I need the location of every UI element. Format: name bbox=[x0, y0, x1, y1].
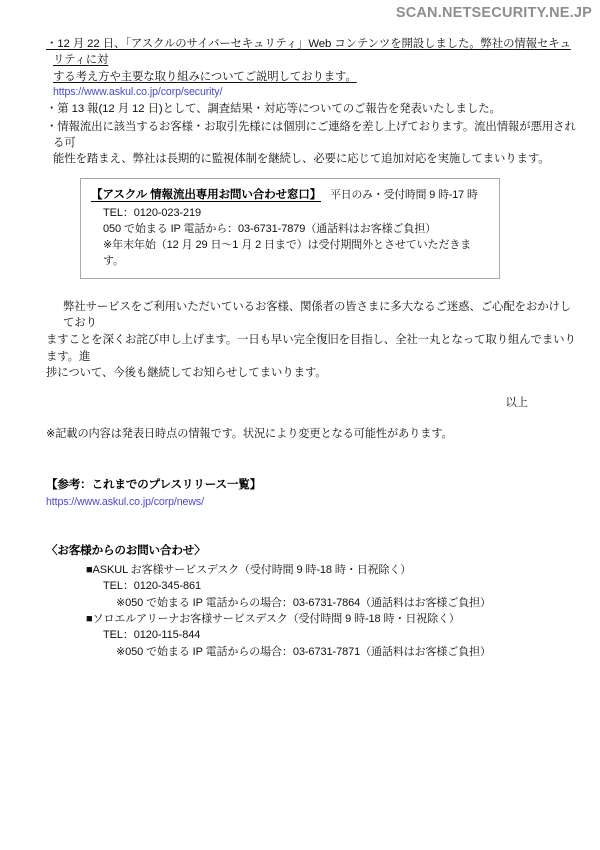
askul-desk-ip-phone: ※050 で始まる IP 電話からの場合：03-6731-7864（通話料はお客様ご負担） bbox=[116, 596, 491, 609]
leak-inquiry-box-title: 【アスクル 情報流出専用お問い合わせ窓口】 bbox=[91, 187, 322, 201]
leak-inquiry-tel: TEL：0120-023-219 bbox=[103, 206, 202, 219]
bullet-3-line-2: 能性を踏まえ、弊社は長期的に監視体制を継続し、必要に応じて追加対応を実施してまいります。 bbox=[53, 153, 550, 166]
apology-line-2: ますことを深くお詫び申し上げます。一日も早い完全復旧を目指し、全社一丸となって取り組んでまいります。進 bbox=[46, 334, 576, 363]
apology-paragraph bbox=[46, 299, 578, 382]
leak-inquiry-holiday-note: ※年末年始（12 月 29 日〜1 月 2 日まで）は受付期間外とさせていただきます。 bbox=[103, 238, 472, 267]
apology-line-3: 捗について、今後も継続してお知らせしてまいります。 bbox=[46, 367, 327, 380]
bullet-2-line-1: ・第 13 報(12 月 12 日)として、調査結果・対応等についてのご報告を発表いたしました。 bbox=[46, 103, 501, 116]
soloel-desk-tel: TEL：0120-115-844 bbox=[103, 629, 201, 642]
askul-desk-tel: TEL：0120-345-861 bbox=[103, 580, 202, 593]
bullet-1-line-1: ・12 月 22 日、「アスクルのサイバーセキュリティ」Web コンテンツを開設しました。弊社の情報セキュリティに対 bbox=[46, 38, 571, 67]
customer-inquiry-section bbox=[46, 542, 578, 660]
press-release-list-link[interactable]: https://www.askul.co.jp/corp/news/ bbox=[46, 495, 204, 508]
askul-desk-name: ■ASKUL お客様サービスデスク（受付時間 9 時-18 時・日祝除く） bbox=[86, 563, 412, 576]
reference-section bbox=[46, 476, 578, 510]
reference-title: 【参考：これまでのプレスリリース一覧】 bbox=[46, 477, 262, 491]
leak-inquiry-box bbox=[80, 178, 500, 279]
service-desk-entry bbox=[46, 611, 578, 660]
soloel-desk-name: ■ソロエルアリーナお客様サービスデスク（受付時間 9 時-18 時・日祝除く） bbox=[86, 613, 460, 626]
leak-inquiry-box-hours: 平日のみ・受付時間 9 時-17 時 bbox=[330, 188, 478, 201]
bullet-item bbox=[46, 101, 578, 117]
site-watermark: SCAN.NETSECURITY.NE.JP bbox=[395, 5, 592, 21]
bullet-item bbox=[46, 119, 578, 168]
disclaimer-note: ※記載の内容は発表日時点の情報です。状況により変更となる可能性があります。 bbox=[46, 427, 453, 440]
bullet-3-line-1: ・情報流出に該当するお客様・お取引先様には個別にご連絡を差し上げております。流出情報が悪用される可 bbox=[46, 120, 576, 150]
security-page-link[interactable]: https://www.askul.co.jp/corp/security/ bbox=[53, 86, 223, 99]
customer-inquiry-title: 〈お客様からのお問い合わせ〉 bbox=[46, 543, 206, 557]
service-desk-entry bbox=[46, 562, 578, 611]
watermark-header bbox=[0, 0, 600, 28]
closing-mark: 以上 bbox=[505, 396, 528, 409]
bullet-1-line-2: する考え方や主要な取り組みについてご説明しております。 bbox=[53, 70, 357, 83]
leak-inquiry-box-header bbox=[91, 186, 489, 202]
apology-line-1: 弊社サービスをご利用いただいているお客様、関係者の皆さまに多大なるご迷惑、ご心配をおかけしており bbox=[63, 300, 572, 330]
soloel-desk-ip-phone: ※050 で始まる IP 電話からの場合：03-6731-7871（通話料はお客様ご負担） bbox=[116, 645, 491, 658]
document-page bbox=[0, 36, 600, 660]
leak-inquiry-ip-phone: 050 で始まる IP 電話から：03-6731-7879（通話料はお客様ご負担） bbox=[103, 222, 437, 235]
document-content bbox=[0, 36, 600, 660]
bullet-item bbox=[46, 36, 578, 100]
